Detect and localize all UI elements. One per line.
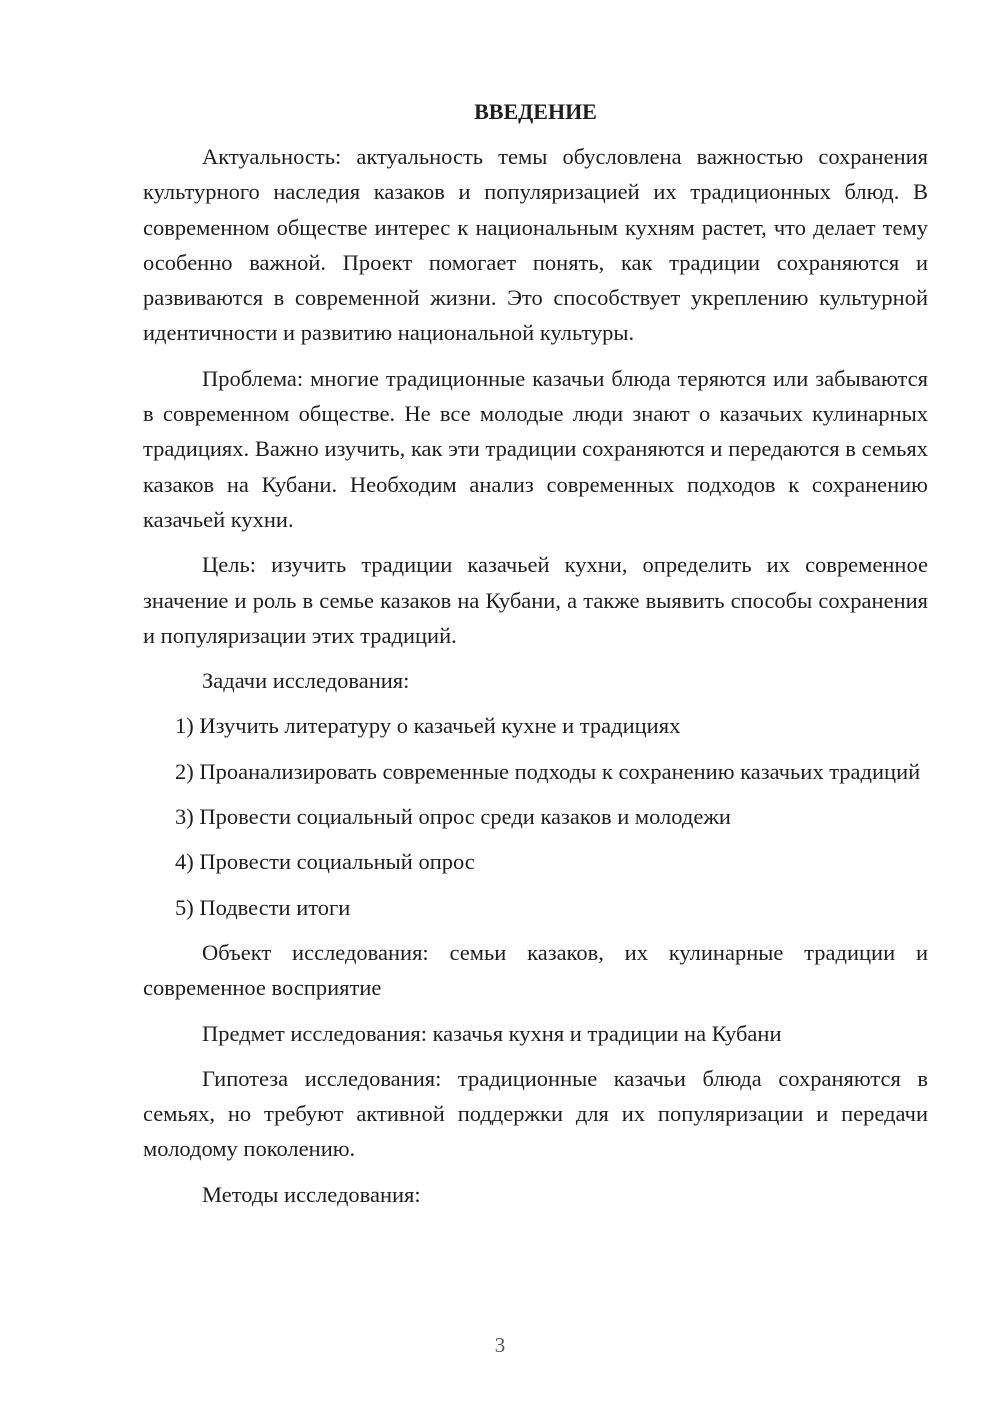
- task-item: 2) Проанализировать современные подходы к сохранению казачьих традиций: [175, 758, 921, 784]
- tasks-heading: Задачи исследования:: [202, 668, 410, 694]
- page-title: ВВЕДЕНИЕ: [474, 99, 597, 124]
- task-item: 4) Провести социальный опрос: [175, 849, 475, 875]
- task-item: 3) Провести социальный опрос среди казаков и молодежи: [175, 804, 731, 830]
- problem-paragraph: Проблема: многие традиционные казачьи блюда теряются или забываются в современном обществе. Не все молодые люди знают о казачьих кулинарных традициях. Важно изучить, как эти традиции сохраняются и передаются в семьях казаков на Кубани. Необходим анализ современных подходов к сохранению казачьей кухни.: [143, 365, 928, 532]
- goal-paragraph: Цель: изучить традиции казачьей кухни, определить их современное значение и роль в семье казаков на Кубани, а также выявить способы сохранения и популяризации этих традиций.: [143, 552, 928, 648]
- task-item: 5) Подвести итоги: [175, 894, 351, 920]
- methods-heading: Методы исследования:: [202, 1181, 421, 1207]
- object-paragraph: Объект исследования: семьи казаков, их кулинарные традиции и современное восприятие: [143, 939, 928, 1001]
- relevance-paragraph: Актуальность: актуальность темы обусловлена важностью сохранения культурного наследия казаков и популяризацией их традиционных блюд. В современном обществе интерес к национальным кухням растет, что делает тему особенно важной. Проект помогает понять, как традиции сохраняются и развиваются в современной жизни. Это способствует укреплению культурной идентичности и развитию национальной культуры.: [143, 144, 928, 346]
- hypothesis-paragraph: Гипотеза исследования: традиционные казачьи блюда сохраняются в семьях, но требуют активной поддержки для их популяризации и передачи молодому поколению.: [143, 1065, 928, 1162]
- subject-paragraph: Предмет исследования: казачья кухня и традиции на Кубани: [202, 1020, 782, 1046]
- task-item: 1) Изучить литературу о казачьей кухне и традициях: [175, 713, 681, 739]
- page-number: 3: [494, 1333, 506, 1357]
